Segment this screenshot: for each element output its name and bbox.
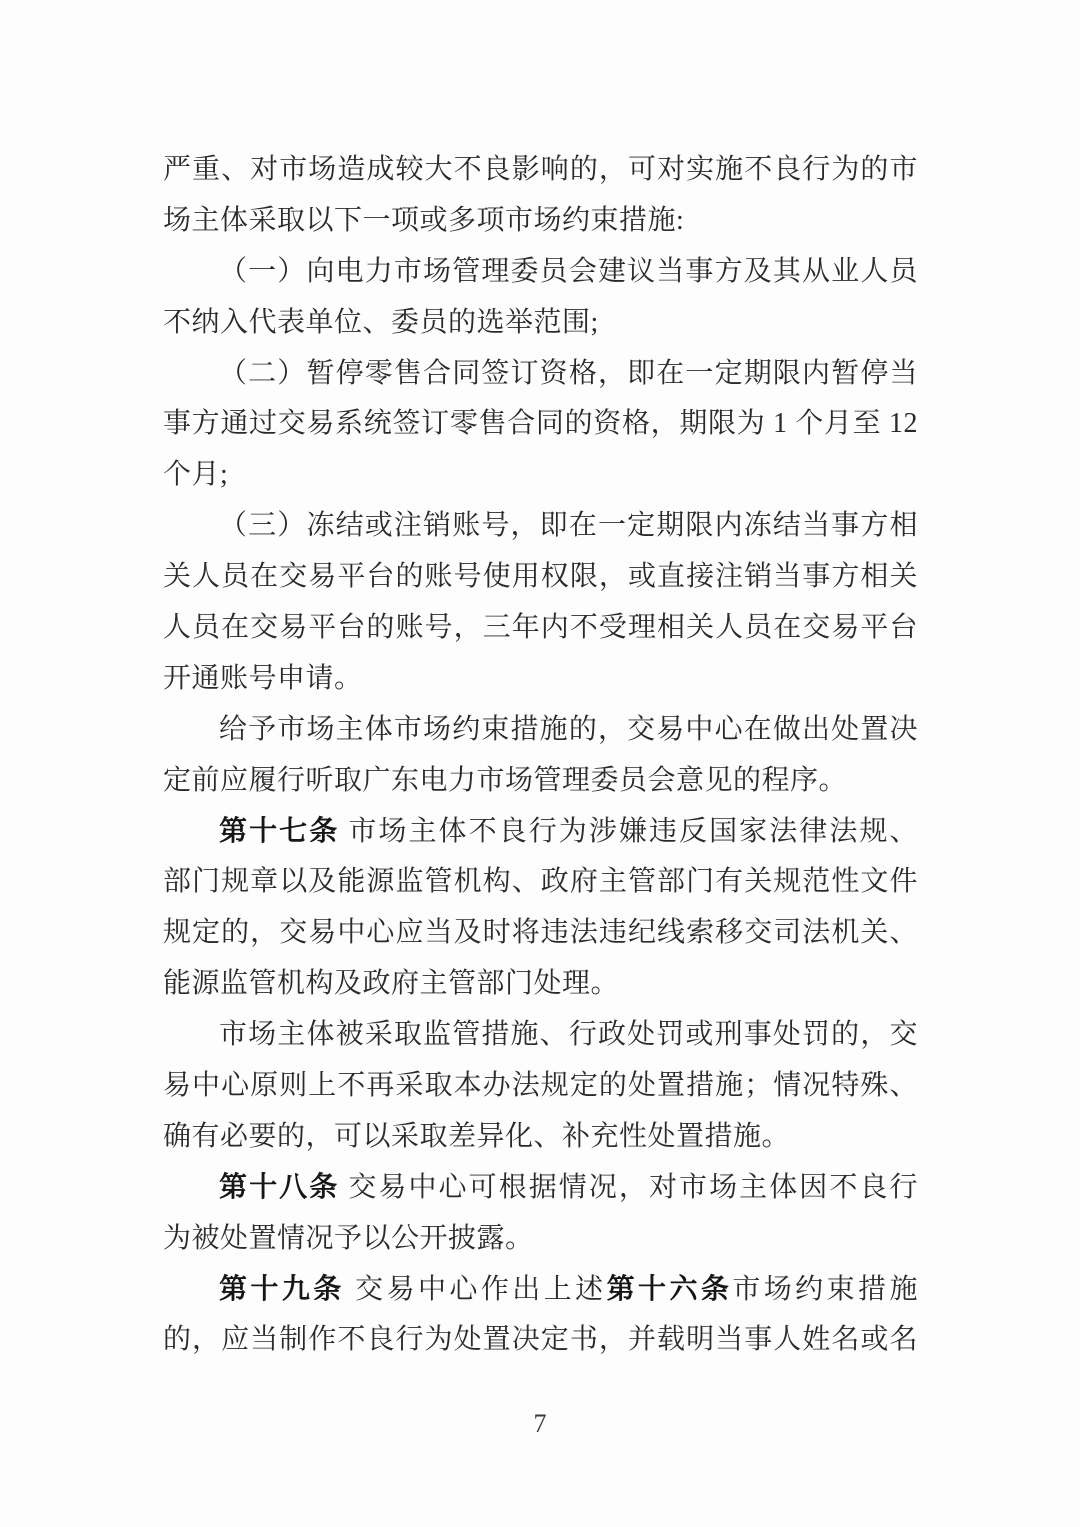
text-line — [163, 603, 918, 654]
text-run: 人员在交易平台的账号，三年内不受理相关人员在交易平台 — [163, 612, 918, 644]
article-18-label: 第十八条 — [219, 1171, 340, 1203]
text-line — [163, 145, 918, 196]
text-line — [163, 501, 918, 552]
text-run: 易中心原则上不再采取本办法规定的处置措施；情况特殊、 — [163, 1070, 918, 1102]
page-number: 7 — [533, 1409, 547, 1438]
text-line — [163, 1163, 918, 1214]
text-run: 关人员在交易平台的账号使用权限，或直接注销当事方相关 — [163, 561, 918, 593]
text-line — [163, 196, 918, 247]
text-line — [163, 298, 918, 349]
text-line — [163, 399, 918, 450]
text-line — [163, 552, 918, 603]
text-line — [163, 1061, 918, 1112]
text-line — [163, 247, 918, 298]
text-line — [163, 349, 918, 400]
text-line — [163, 654, 918, 705]
document-body — [163, 145, 918, 1366]
text-run: 为被处置情况予以公开披露。 — [163, 1222, 534, 1254]
text-line — [163, 857, 918, 908]
text-run: （一）向电力市场管理委员会建议当事方及其从业人员 — [219, 255, 918, 287]
text-run: 部门规章以及能源监管机构、政府主管部门有关规范性文件 — [163, 866, 918, 898]
text-run: 市场约束措施 — [732, 1273, 918, 1305]
text-line — [163, 756, 918, 807]
text-run: 不纳入代表单位、委员的选举范围; — [163, 306, 599, 338]
text-line — [163, 1010, 918, 1061]
text-run: 开通账号申请。 — [163, 662, 363, 694]
article-17-label: 第十七条 — [219, 815, 340, 847]
text-run: 能源监管机构及政府主管部门处理。 — [163, 968, 620, 1000]
text-run: 市场主体不良行为涉嫌违反国家法律法规、 — [339, 815, 918, 847]
text-line — [163, 1214, 918, 1265]
text-run: 事方通过交易系统签订零售合同的资格，期限为 1 个月至 12 — [163, 408, 918, 440]
text-line — [163, 807, 918, 858]
text-line — [163, 908, 918, 959]
text-run: 市场主体被采取监管措施、行政处罚或刑事处罚的，交 — [219, 1019, 918, 1051]
text-line — [163, 450, 918, 501]
text-run: 严重、对市场造成较大不良影响的，可对实施不良行为的市 — [163, 154, 918, 185]
text-line — [163, 1112, 918, 1163]
text-run: 给予市场主体市场约束措施的，交易中心在做出处置决 — [219, 713, 918, 745]
text-line — [163, 959, 918, 1010]
text-run: 定前应履行听取广东电力市场管理委员会意见的程序。 — [163, 764, 848, 796]
text-run: 交易中心可根据情况，对市场主体因不良行 — [339, 1171, 918, 1203]
text-run: 规定的，交易中心应当及时将违法违纪线索移交司法机关、 — [163, 917, 918, 949]
article-19-label: 第十九条 — [219, 1273, 345, 1305]
text-line — [163, 1315, 918, 1366]
text-run: （二）暂停零售合同签订资格，即在一定期限内暂停当 — [219, 357, 918, 389]
text-line — [163, 1265, 918, 1316]
text-run: 的，应当制作不良行为处置决定书，并载明当事人姓名或名 — [163, 1324, 918, 1356]
article-16-ref-label: 第十六条 — [606, 1273, 733, 1305]
text-run: （三）冻结或注销账号，即在一定期限内冻结当事方相 — [219, 510, 918, 542]
text-run: 确有必要的，可以采取差异化、补充性处置措施。 — [163, 1120, 791, 1152]
text-run: 场主体采取以下一项或多项市场约束措施: — [163, 204, 685, 236]
text-run: 交易中心作出上述 — [344, 1273, 607, 1305]
text-line — [163, 705, 918, 756]
text-run: 个月; — [163, 459, 229, 491]
